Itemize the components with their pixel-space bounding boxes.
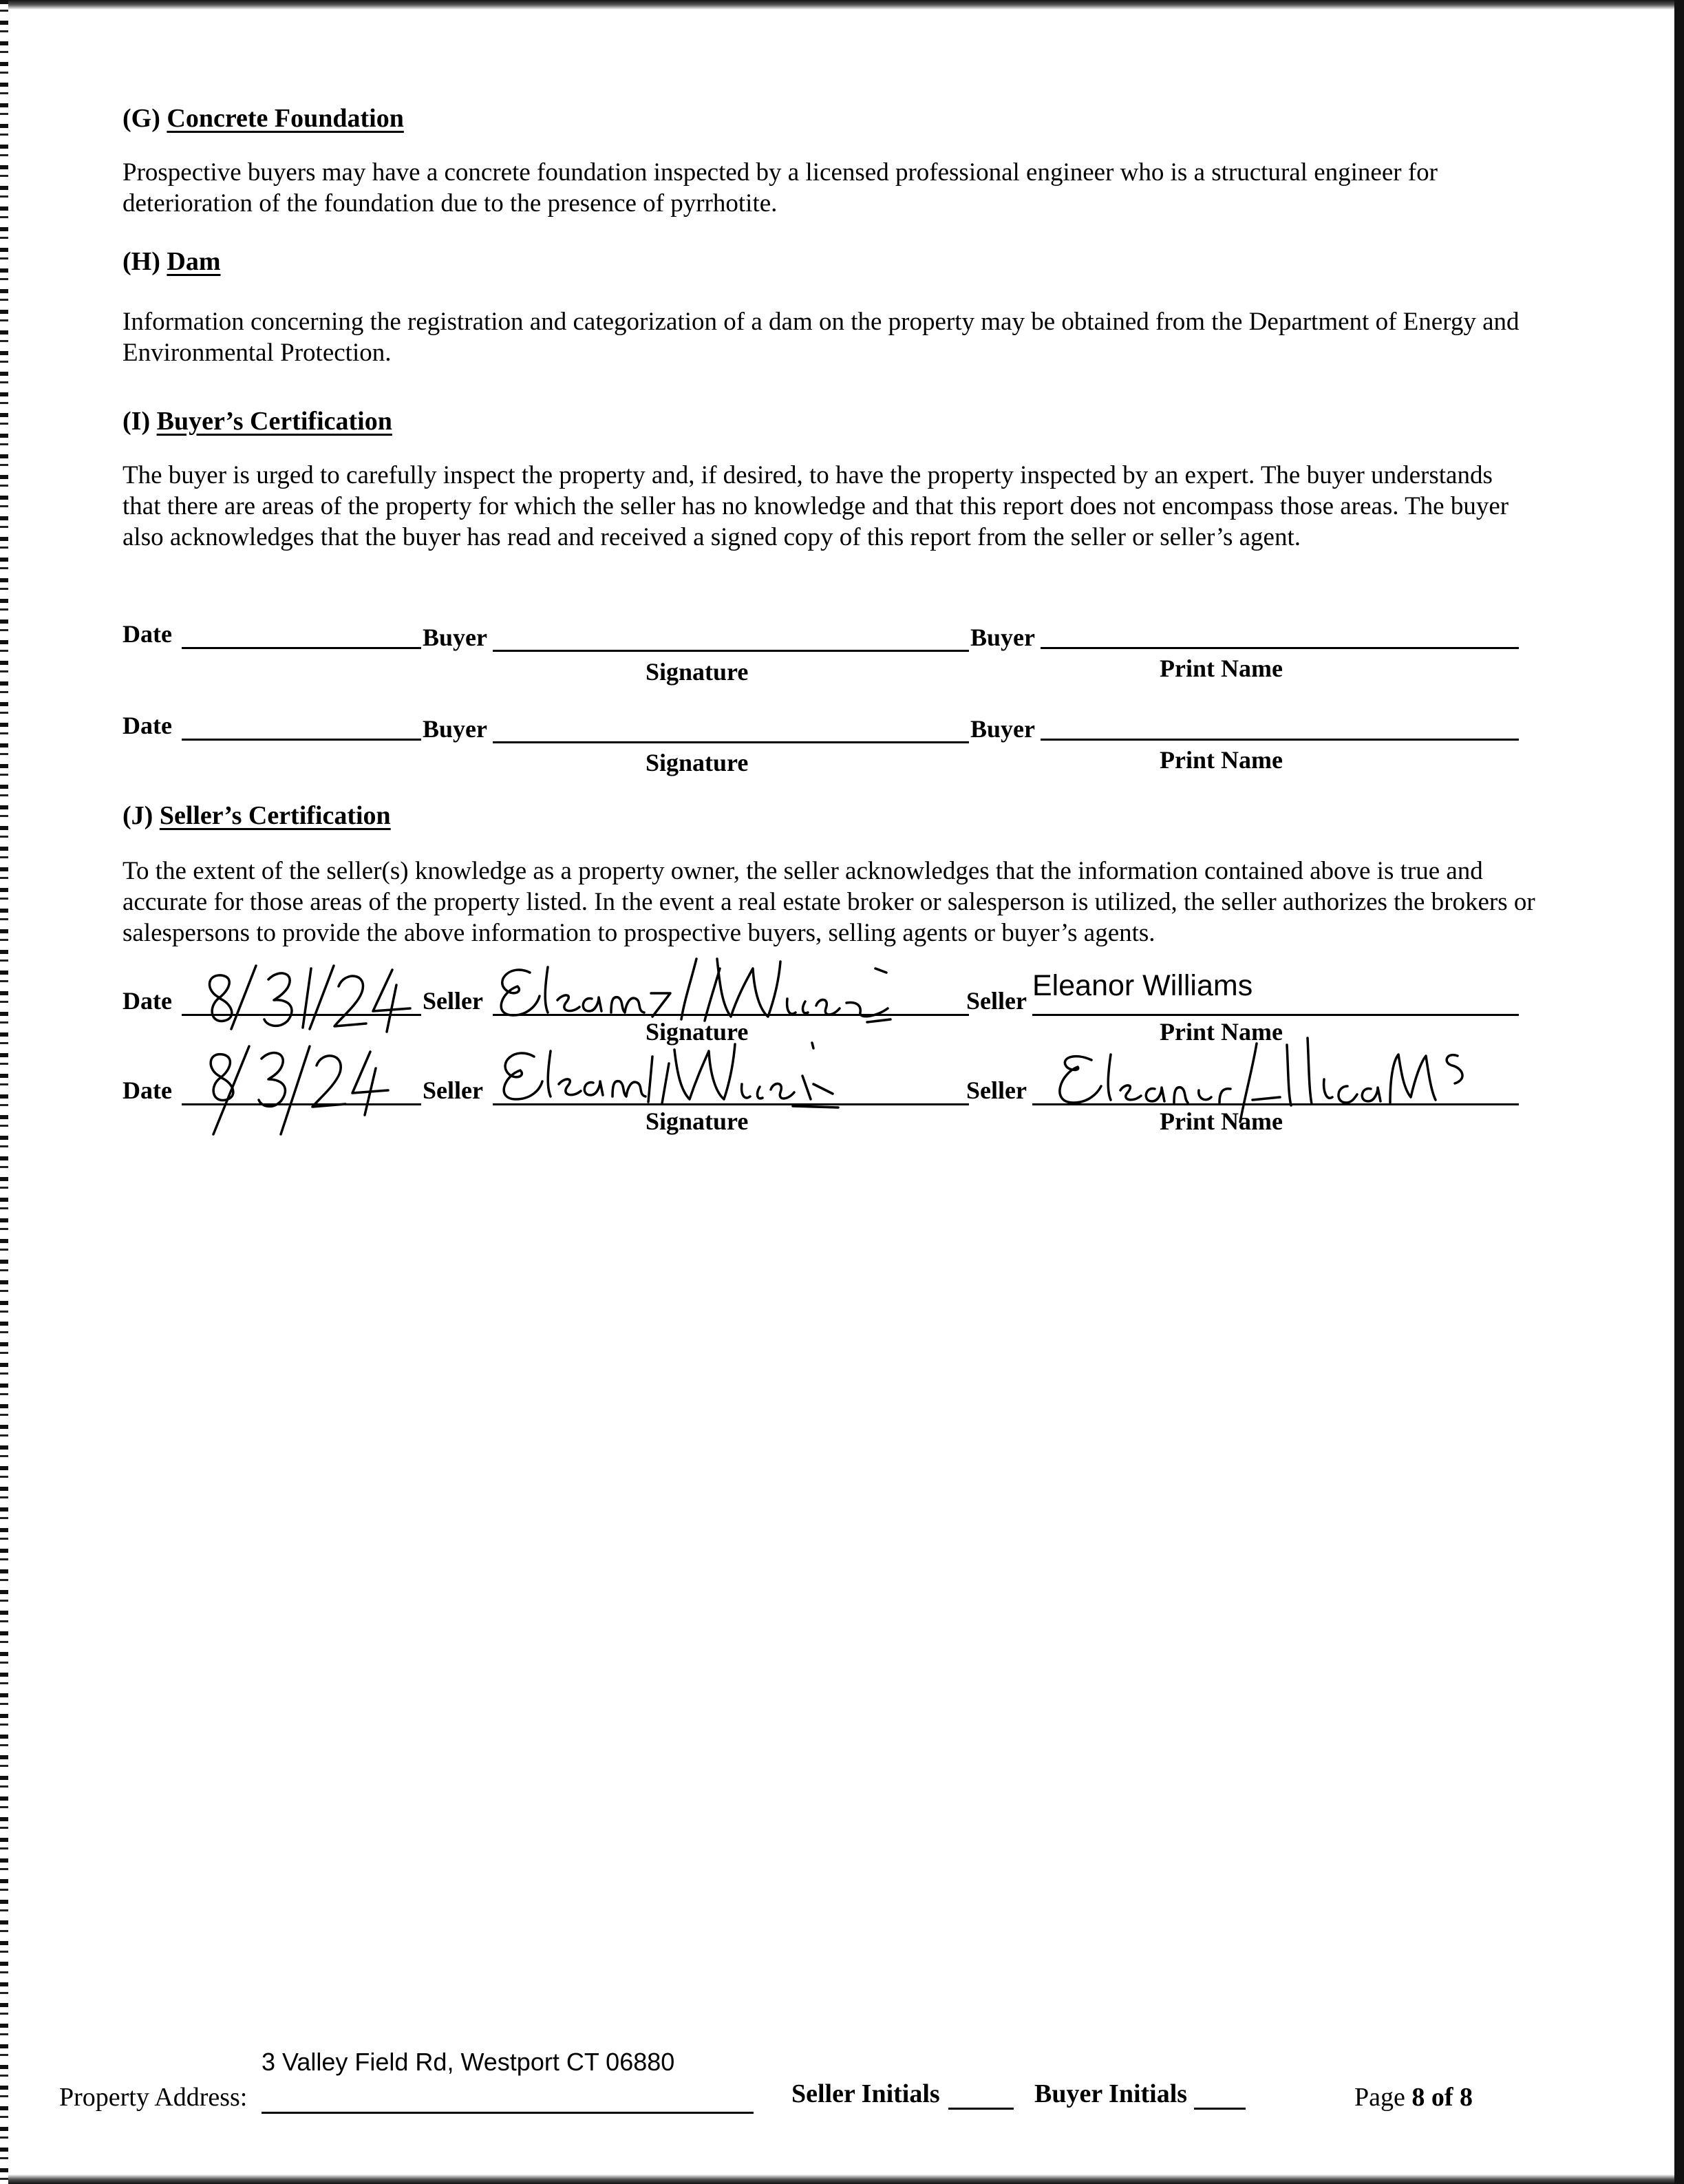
section-j-title: Seller’s Certification (159, 801, 391, 830)
section-h-title: Dam (167, 247, 221, 276)
handwritten-signature-2 (490, 1036, 848, 1112)
buyer-signature-field-1[interactable] (493, 650, 969, 652)
seller-label: Seller (966, 1077, 1027, 1104)
seller-initials-field[interactable] (948, 2108, 1014, 2110)
section-h-heading (122, 246, 220, 277)
seller-label: Seller (423, 987, 483, 1015)
section-g-heading (122, 103, 404, 134)
scan-edge-left (0, 0, 8, 2184)
print-name-caption: Print Name (1160, 1107, 1283, 1135)
section-j-body: To the extent of the seller(s) knowledge as a property owner, the seller acknowledges that the information contained above is true and accurate for those areas of the property listed. In the event a real estate broker or salesperson is utilized, the seller authorizes the brokers or salespersons to provide the above information to prospective buyers, selling agents or buyer’s agents. (122, 857, 1535, 947)
buyer-date-field-2[interactable] (182, 739, 421, 741)
buyer-print-name-field-2[interactable] (1041, 739, 1519, 741)
signature-caption: Signature (646, 658, 749, 686)
buyer-label: Buyer (423, 624, 487, 651)
date-label: Date (122, 1077, 172, 1104)
section-g-letter: (G) (122, 104, 160, 133)
property-address-value: 3 Valley Field Rd, Westport CT 06880 (262, 2048, 675, 2076)
section-j-heading (122, 801, 391, 831)
section-h-letter: (H) (122, 247, 160, 276)
buyer-initials-field[interactable] (1194, 2108, 1246, 2110)
signature-caption: Signature (646, 1018, 749, 1046)
seller-print-name-typed-1: Eleanor Williams (1032, 969, 1253, 1002)
buyer-date-field-1[interactable] (182, 647, 421, 649)
print-name-caption: Print Name (1160, 1018, 1283, 1046)
buyer-label: Buyer (423, 715, 487, 743)
page-prefix: Page (1354, 2083, 1405, 2112)
seller-label: Seller (966, 987, 1027, 1015)
scan-edge-bottom (0, 2174, 1684, 2184)
section-i-title: Buyer’s Certification (156, 407, 392, 436)
print-name-caption: Print Name (1160, 655, 1283, 682)
buyer-label: Buyer (970, 624, 1035, 651)
date-label: Date (122, 987, 172, 1015)
section-i-body: The buyer is urged to carefully inspect the property and, if desired, to have the property inspected by an expert. The buyer understands that there are areas of the property for which the seller has no knowledge and that this report does not encompass those areas. The buyer also acknowledges that the buyer has read and received a signed copy of this report from the seller or seller’s agent. (122, 461, 1509, 551)
buyer-print-name-field-1[interactable] (1041, 647, 1519, 649)
handwritten-date-2 (193, 1041, 392, 1137)
seller-initials-label: Seller Initials (791, 2079, 940, 2108)
print-name-caption: Print Name (1160, 746, 1283, 774)
scan-edge-right (1674, 0, 1684, 2184)
page-total: 8 (1460, 2083, 1473, 2112)
seller-print-name-field-1[interactable] (1032, 1014, 1519, 1016)
section-j-letter: (J) (122, 801, 153, 830)
page-of: of (1431, 2083, 1453, 2112)
page-current: 8 (1411, 2083, 1425, 2112)
property-address-label: Property Address: (59, 2083, 248, 2112)
date-label: Date (122, 620, 172, 648)
date-label: Date (122, 712, 172, 739)
section-g-title: Concrete Foundation (167, 104, 404, 133)
section-h-body: Information concerning the registration and categorization of a dam on the property may be obtained from the Department of Energy and Environmental Protection. (122, 308, 1520, 367)
section-i-heading (122, 406, 392, 436)
buyer-label: Buyer (970, 715, 1035, 743)
buyer-signature-field-2[interactable] (493, 741, 969, 743)
buyer-initials-label: Buyer Initials (1034, 2079, 1188, 2108)
signature-caption: Signature (646, 1107, 749, 1135)
page-number (1354, 2082, 1473, 2112)
property-address-field[interactable] (262, 2112, 754, 2114)
seller-label: Seller (423, 1077, 483, 1104)
section-g-body: Prospective buyers may have a concrete foundation inspected by a licensed professional engineer who is a structural engineer for deterioration of the foundation due to the presence of pyrrhotite. (122, 158, 1438, 218)
signature-caption: Signature (646, 749, 749, 776)
scan-edge-top (0, 0, 1684, 10)
handwritten-date-1 (193, 960, 413, 1036)
section-i-letter: (I) (122, 407, 151, 436)
